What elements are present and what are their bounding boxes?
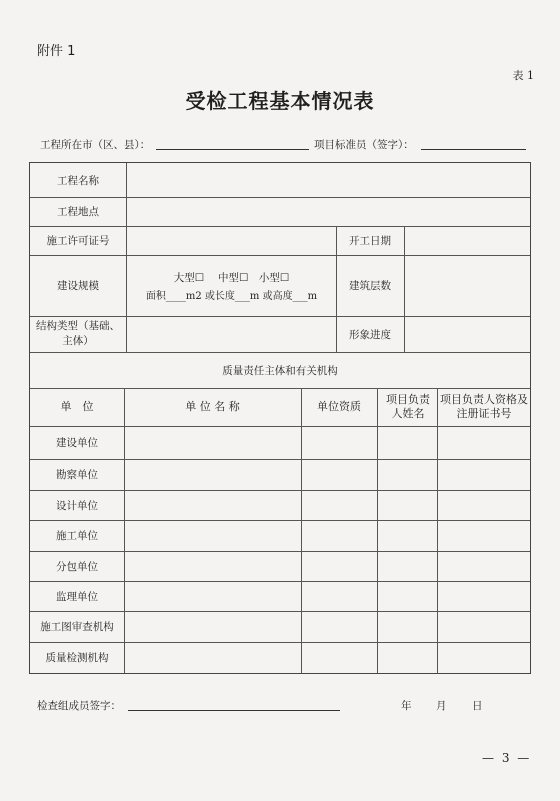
unit-row-label: 施工图审查机构 [40,620,114,633]
inspector-signature-label: 检查组成员签字： [37,700,121,712]
column-header-manager-name: 项目负责人姓名 [386,393,430,420]
project-location-field[interactable] [127,197,530,226]
table-number: 表 1 [512,69,534,82]
standard-officer-label: 项目标准员（签字）： [314,139,414,151]
unit-row-label: 建设单位 [56,437,98,449]
standard-officer-signature-field[interactable] [421,149,526,150]
floors-field[interactable] [405,255,530,316]
permit-number-label: 施工许可证号 [46,235,110,247]
city-label: 工程所在市（区、县）： [40,139,151,151]
column-header-qualification: 单位资质 [317,400,361,413]
date-day: 日 [472,700,483,712]
permit-number-field[interactable] [127,226,336,255]
unit-row-label: 监理单位 [56,590,98,603]
structure-type-field[interactable] [127,316,336,352]
column-divider [124,388,125,673]
project-location-label: 工程地点 [57,206,99,218]
scale-size-options[interactable]: 大型☐ 中型☐ 小型☐ [173,272,290,284]
start-date-field[interactable] [405,226,530,255]
inspector-signature-field[interactable] [128,710,340,711]
progress-label: 形象进度 [349,328,391,341]
section-title: 质量责任主体和有关机构 [222,364,338,377]
column-header-unit: 单 位 [60,400,94,413]
page-number: — 3 — [482,751,532,765]
project-name-label: 工程名称 [57,174,99,187]
unit-row-label: 施工单位 [56,530,98,542]
column-divider [437,388,438,673]
date-month: 月 [436,700,447,712]
floors-label: 建筑层数 [349,280,391,292]
page-title: 受检工程基本情况表 [185,89,375,113]
structure-type-label: 结构类型（基础、主体） [36,320,120,347]
date-year: 年 [401,700,412,712]
column-divider [377,388,378,673]
city-field[interactable] [156,149,309,150]
column-header-unit-name: 单 位 名 称 [185,400,240,413]
attachment-label: 附件 1 [37,44,76,59]
scale-label: 建设规模 [57,280,99,292]
info-table [29,162,531,674]
scale-dimensions[interactable]: 面积____m2 或长度___m 或高度___m [145,291,318,302]
column-header-manager-cert: 项目负责人资格及注册证书号 [440,393,528,420]
start-date-label: 开工日期 [349,235,391,247]
column-divider [301,388,302,673]
unit-row-label: 质量检测机构 [45,652,109,664]
unit-row-label: 勘察单位 [56,469,98,481]
unit-row-label: 设计单位 [56,499,98,512]
project-name-field[interactable] [127,163,530,197]
unit-row-label: 分包单位 [56,560,98,573]
progress-field[interactable] [405,316,530,352]
